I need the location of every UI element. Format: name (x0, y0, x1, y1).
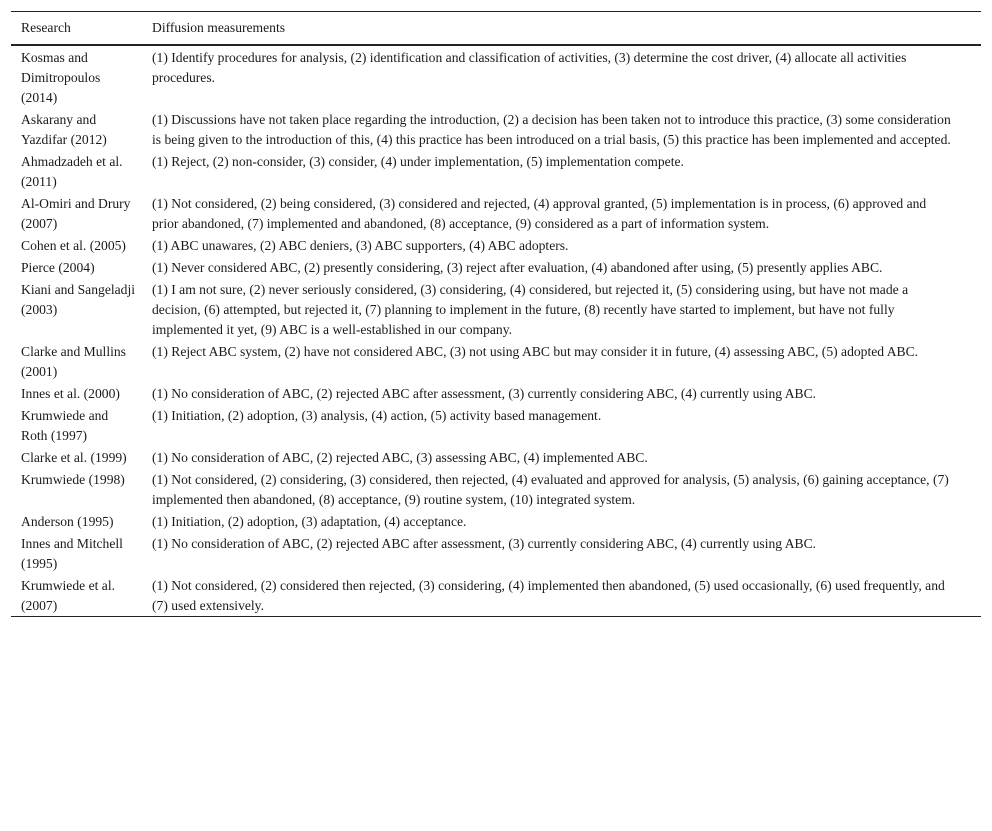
table-row (11, 469, 981, 511)
table-row (11, 511, 981, 533)
research-cell: Kosmas and Dimitropoulos (2014) (21, 50, 101, 105)
research-cell: Clarke and Mullins (2001) (21, 344, 126, 379)
measurements-cell: (1) Not considered, (2) considered then rejected, (3) considering, (4) implemented then abandoned, (5) used occasionally, (6) used frequently, and (7) used extensively. (142, 575, 981, 617)
research-cell: Cohen et al. (2005) (21, 238, 126, 253)
table-row (11, 341, 981, 383)
table-row (11, 151, 981, 193)
measurements-column-header: Diffusion measurements (142, 12, 981, 46)
research-cell: Innes and Mitchell (1995) (21, 536, 123, 571)
research-column-header: Research (11, 12, 142, 46)
diffusion-measurements-table-container (11, 11, 981, 617)
table-row (11, 193, 981, 235)
research-cell: Pierce (2004) (21, 260, 95, 275)
measurements-cell: (1) No consideration of ABC, (2) rejected ABC after assessment, (3) currently considering ABC, (4) currently using ABC. (152, 386, 817, 401)
research-cell: Ahmadzadeh et al. (2011) (21, 154, 123, 189)
research-cell: Krumwiede and Roth (1997) (21, 408, 109, 443)
header-row (11, 12, 981, 46)
research-cell: Innes et al. (2000) (21, 386, 120, 401)
table-row (11, 109, 981, 151)
table-row (11, 383, 981, 405)
measurements-cell: (1) Identify procedures for analysis, (2) identification and classification of activities, (3) determine the cost driver, (4) allocate all activities procedures. (152, 50, 907, 85)
research-cell: Krumwiede (1998) (21, 472, 125, 487)
table-row (11, 405, 981, 447)
table-row (11, 235, 981, 257)
diffusion-measurements-table (11, 11, 981, 617)
research-cell: Al-Omiri and Drury (2007) (21, 196, 131, 231)
measurements-cell: (1) Reject ABC system, (2) have not considered ABC, (3) not using ABC but may consider it in future, (4) assessing ABC, (5) adopted ABC. (152, 344, 919, 359)
measurements-cell: (1) No consideration of ABC, (2) rejected ABC after assessment, (3) currently considering ABC, (4) currently using ABC. (152, 536, 817, 551)
measurements-cell: (1) Never considered ABC, (2) presently considering, (3) reject after evaluation, (4) abandoned after using, (5) presently applies ABC. (152, 260, 883, 275)
measurements-cell: (1) ABC unawares, (2) ABC deniers, (3) ABC supporters, (4) ABC adopters. (152, 238, 569, 253)
measurements-cell: (1) Not considered, (2) considering, (3) considered, then rejected, (4) evaluated and approved for analysis, (5) analysis, (6) gaining acceptance, (7) implemented then abandoned, (8) acceptance, (9) routine system, (10) integrated system. (152, 472, 949, 507)
measurements-cell: (1) Discussions have not taken place regarding the introduction, (2) a decision has been taken not to introduce this practice, (3) some consideration is being given to the introduction of this, (4) this practice has been introduced on a trial basis, (5) this practice has been implemented and accepted. (152, 112, 951, 147)
measurements-cell: (1) I am not sure, (2) never seriously considered, (3) considering, (4) considered, but rejected it, (5) considering using, but have not made a decision, (6) attempted, but rejected it, (7) planning to implement in the future, (8) recently have started to implement, but have not fully implemented it yet, (9) ABC is a well-established in our company. (152, 282, 909, 337)
measurements-cell: (1) No consideration of ABC, (2) rejected ABC, (3) assessing ABC, (4) implemented ABC. (152, 450, 648, 465)
measurements-cell: (1) Initiation, (2) adoption, (3) analysis, (4) action, (5) activity based management. (152, 408, 602, 423)
research-cell: Clarke et al. (1999) (21, 450, 127, 465)
measurements-cell: (1) Initiation, (2) adoption, (3) adaptation, (4) acceptance. (152, 514, 467, 529)
research-cell: Krumwiede et al. (2007) (11, 575, 142, 617)
measurements-cell: (1) Not considered, (2) being considered, (3) considered and rejected, (4) approval granted, (5) implementation is in process, (6) approved and prior abandoned, (7) implemented and abandoned, (8) acceptance, (9) considered as a part of information system. (152, 196, 927, 231)
research-cell: Askarany and Yazdifar (2012) (21, 112, 107, 147)
table-row (11, 279, 981, 341)
table-row (11, 447, 981, 469)
measurements-cell: (1) Reject, (2) non-consider, (3) consider, (4) under implementation, (5) implementation compete. (152, 154, 684, 169)
table-body (11, 45, 981, 617)
table-header (11, 12, 981, 46)
research-cell: Anderson (1995) (21, 514, 114, 529)
table-row (11, 257, 981, 279)
table-row (11, 533, 981, 575)
research-cell: Kiani and Sangeladji (2003) (21, 282, 136, 317)
table-row (11, 575, 981, 617)
table-row (11, 45, 981, 109)
